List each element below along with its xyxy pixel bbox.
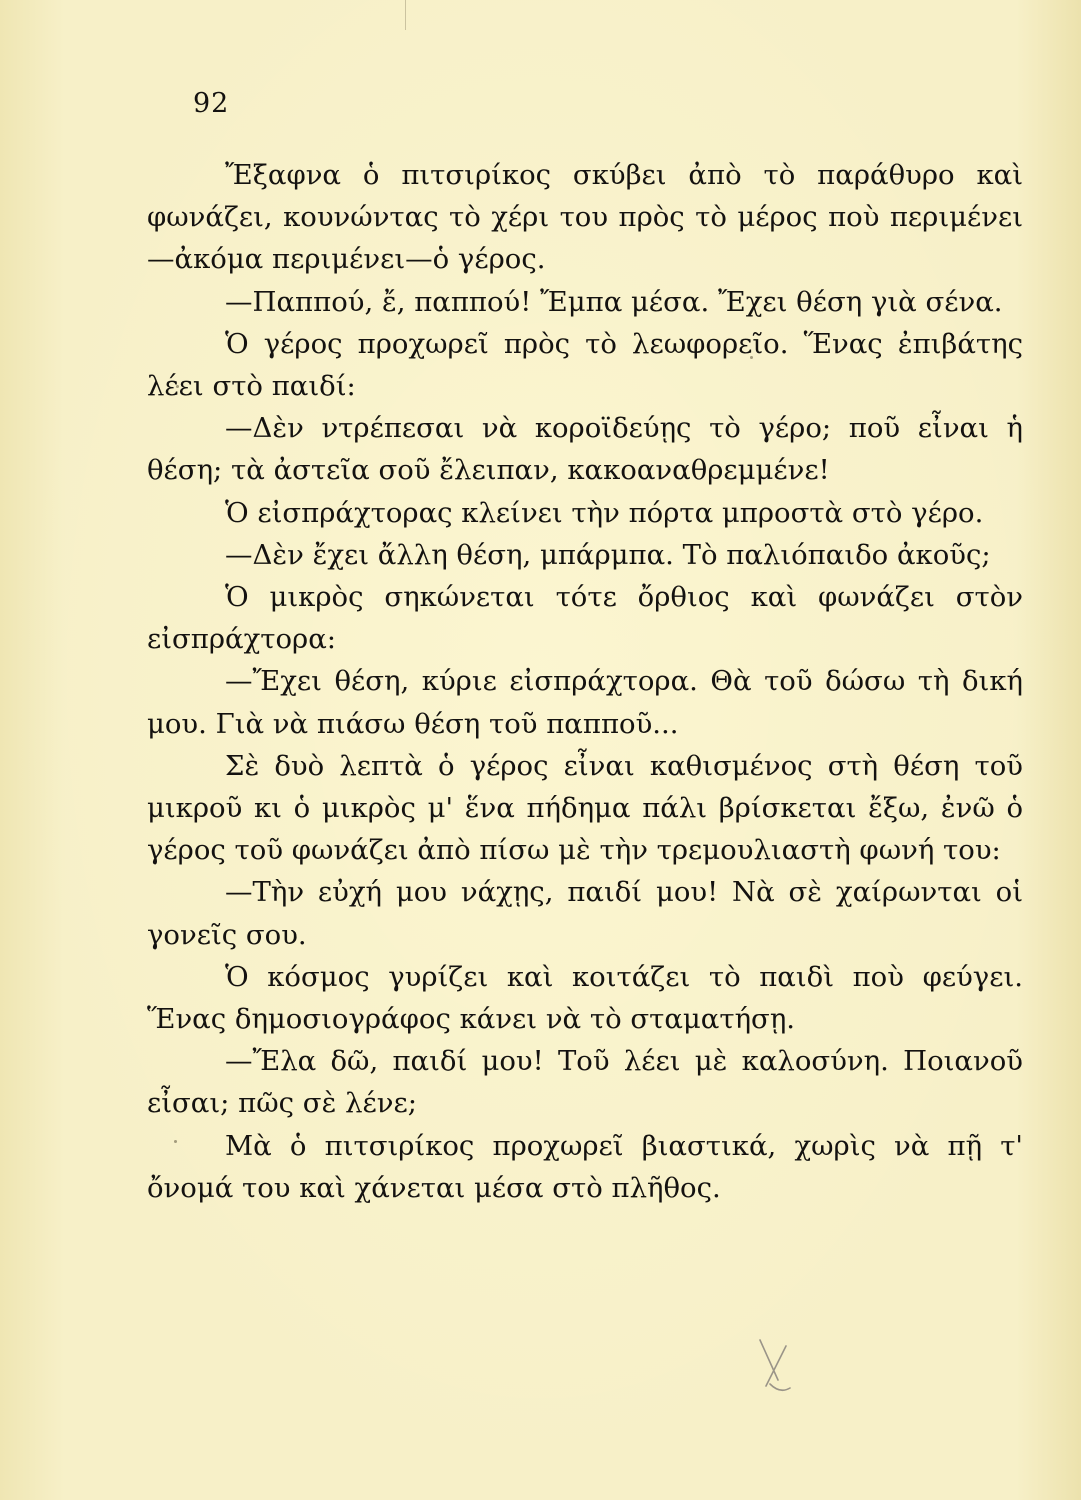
page-number: 92 [193, 88, 230, 119]
paragraph: —Ἔλα δῶ, παιδί μου! Τοῦ λέει μὲ καλοσύνη. Ποιανοῦ εἶσαι; πῶς σὲ λένε; [147, 1045, 1023, 1120]
paragraph: Ὁ κόσμος γυρίζει καὶ κοιτάζει τὸ παιδὶ ποὺ φεύγει. Ἕνας δημοσιογράφος κάνει νὰ τὸ σταματήσῃ. [147, 960, 1023, 1036]
body-text [147, 154, 1023, 1209]
paragraph: Ὁ μικρὸς σηκώνεται τότε ὄρθιος καὶ φωνάζει στὸν εἰσπράχτορα: [147, 581, 1023, 656]
paragraph: —Δὲν ἔχει ἄλλη θέση, μπάρμπα. Τὸ παλιόπαιδο ἀκοῦς; [225, 538, 991, 571]
paragraph: Ἔξαφνα ὁ πιτσιρίκος σκύβει ἀπὸ τὸ παράθυρο καὶ φωνάζει, κουνώντας τὸ χέρι του πρὸς τὸ μέρος ποὺ περιμένει—ἀκόμα περιμένει—ὁ γέρος. [147, 159, 1023, 276]
paper-speck [176, 385, 179, 388]
paragraph: Σὲ δυὸ λεπτὰ ὁ γέρος εἶναι καθισμένος στὴ θέση τοῦ μικροῦ κι ὁ μικρὸς μ' ἕνα πήδημα πάλι βρίσκεται ἔξω, ἐνῶ ὁ γέρος τοῦ φωνάζει ἀπὸ πίσω μὲ τὴν τρεμουλιαστὴ φωνή του: [147, 749, 1023, 867]
paragraph: Ὁ γέρος προχωρεῖ πρὸς τὸ λεωφορεῖο. Ἕνας ἐπιβάτης λέει στὸ παιδί: [147, 327, 1023, 403]
paragraph: —Ἔχει θέση, κύριε εἰσπράχτορα. Θὰ τοῦ δώσω τὴ δική μου. Γιὰ νὰ πιάσω θέση τοῦ παπποῦ... [147, 665, 1023, 740]
paper-speck [174, 1140, 177, 1143]
paragraph: —Τὴν εὐχή μου νάχῃς, παιδί μου! Νὰ σὲ χαίρωνται οἱ γονεῖς σου. [147, 876, 1023, 951]
paragraph: Μὰ ὁ πιτσιρίκος προχωρεῖ βιαστικά, χωρὶς νὰ πῇ τ' ὄνομά του καὶ χάνεται μέσα στὸ πλῆθος. [147, 1129, 1023, 1204]
paper-speck [750, 356, 753, 359]
paragraph: —Δὲν ντρέπεσαι νὰ κοροϊδεύῃς τὸ γέρο; ποῦ εἶναι ἡ θέση; τὰ ἀστεῖα σοῦ ἔλειπαν, κακοαναθρεμμένε! [147, 412, 1023, 487]
paragraph: —Παππού, ἔ, παππού! Ἔμπα μέσα. Ἔχει θέση γιὰ σένα. [225, 285, 1003, 318]
pencil-x-mark-icon [756, 1336, 796, 1396]
binding-crease [405, 0, 406, 30]
paragraph: Ὁ εἰσπράχτορας κλείνει τὴν πόρτα μπροστὰ στὸ γέρο. [225, 496, 984, 529]
